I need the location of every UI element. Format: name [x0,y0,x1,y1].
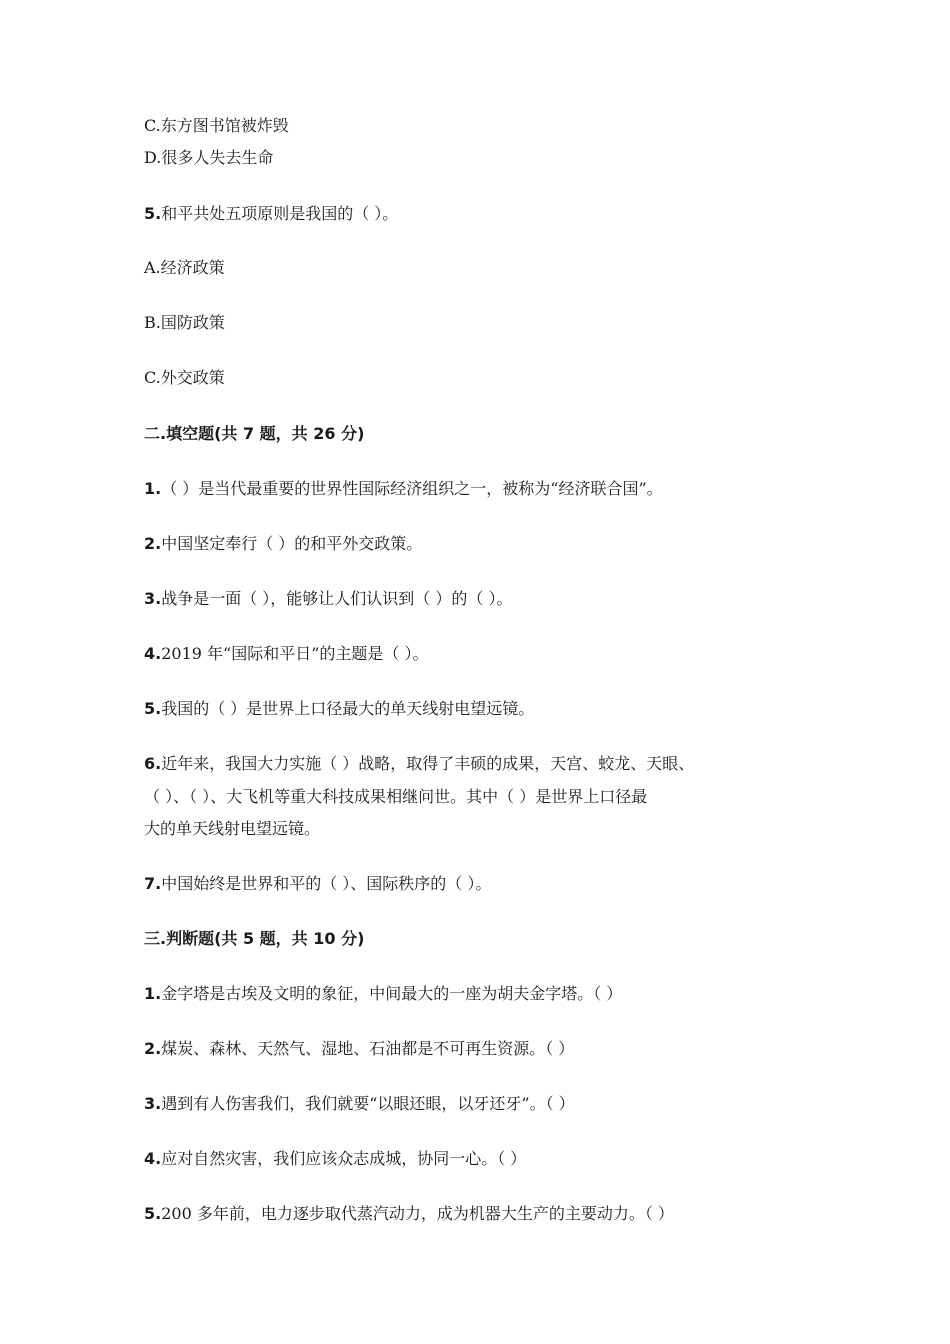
item-number: 2. [144,534,162,553]
section-heading-true-false: 三.判断题(共 5 题，共 10 分) [144,929,365,948]
item-text: 应对自然灾害，我们应该众志成城，协同一心。（ ） [161,1149,527,1168]
fill-item-1 [144,478,663,500]
item-text: 金字塔是古埃及文明的象征，中间最大的一座为胡夫金字塔。（ ） [161,984,623,1003]
fill-item-6 [144,753,694,775]
item-number: 1. [144,984,162,1003]
item-text: 200 多年前，电力逐步取代蒸汽动力，成为机器大生产的主要动力。（ ） [161,1204,674,1223]
question-5 [144,203,398,225]
item-number: 3. [144,589,162,608]
fill-item-2 [144,533,422,555]
question-number: 5. [144,204,162,223]
judge-item-4 [144,1148,526,1170]
fill-item-7 [144,873,491,895]
item-number: 4. [144,1149,162,1168]
section-heading-fill-blank: 二.填空题(共 7 题，共 26 分) [144,424,365,443]
fill-item-4 [144,643,428,665]
question-text: 和平共处五项原则是我国的（ ）。 [161,204,399,223]
item-text: 煤炭、森林、天然气、湿地、石油都是不可再生资源。（ ） [161,1039,575,1058]
item-number: 5. [144,1204,162,1223]
fill-item-3 [144,588,512,610]
item-text: 2019 年“国际和平日”的主题是（ ）。 [161,644,429,663]
item-text: 战争是一面（ ），能够让人们认识到（ ）的（ ）。 [161,589,513,608]
item-number: 5. [144,699,162,718]
q5-option-a: A.经济政策 [144,258,225,277]
item-text: （ ）是当代最重要的世界性国际经济组织之一，被称为“经济联合国”。 [161,479,663,498]
judge-item-3 [144,1093,575,1115]
item-text: 我国的（ ）是世界上口径最大的单天线射电望远镜。 [161,699,535,718]
item-number: 1. [144,479,162,498]
judge-item-1 [144,983,622,1005]
q5-option-b: B.国防政策 [144,313,225,332]
item-text: 遇到有人伤害我们，我们就要“以眼还眼，以牙还牙”。（ ） [161,1094,575,1113]
item-text: 中国始终是世界和平的（ ）、国际秩序的（ ）。 [161,874,492,893]
option-c-prev: C.东方图书馆被炸毁 [144,116,289,135]
item-number: 6. [144,754,162,773]
judge-item-2 [144,1038,574,1060]
item-number: 7. [144,874,162,893]
item-number: 2. [144,1039,162,1058]
item-text: 中国坚定奉行（ ）的和平外交政策。 [161,534,423,553]
fill-item-5 [144,698,534,720]
item-number: 3. [144,1094,162,1113]
item-number: 4. [144,644,162,663]
q5-option-c: C.外交政策 [144,368,225,387]
option-d-prev: D.很多人失去生命 [144,148,274,167]
fill-item-6-cont-2: 大的单天线射电望远镜。 [144,819,321,838]
judge-item-5 [144,1203,674,1225]
item-text: 近年来，我国大力实施（ ）战略，取得了丰硕的成果，天宫、蛟龙、天眼、 [161,754,695,773]
fill-item-6-cont-1: （ ）、（ ）、大飞机等重大科技成果相继问世。其中（ ）是世界上口径最 [144,787,648,806]
